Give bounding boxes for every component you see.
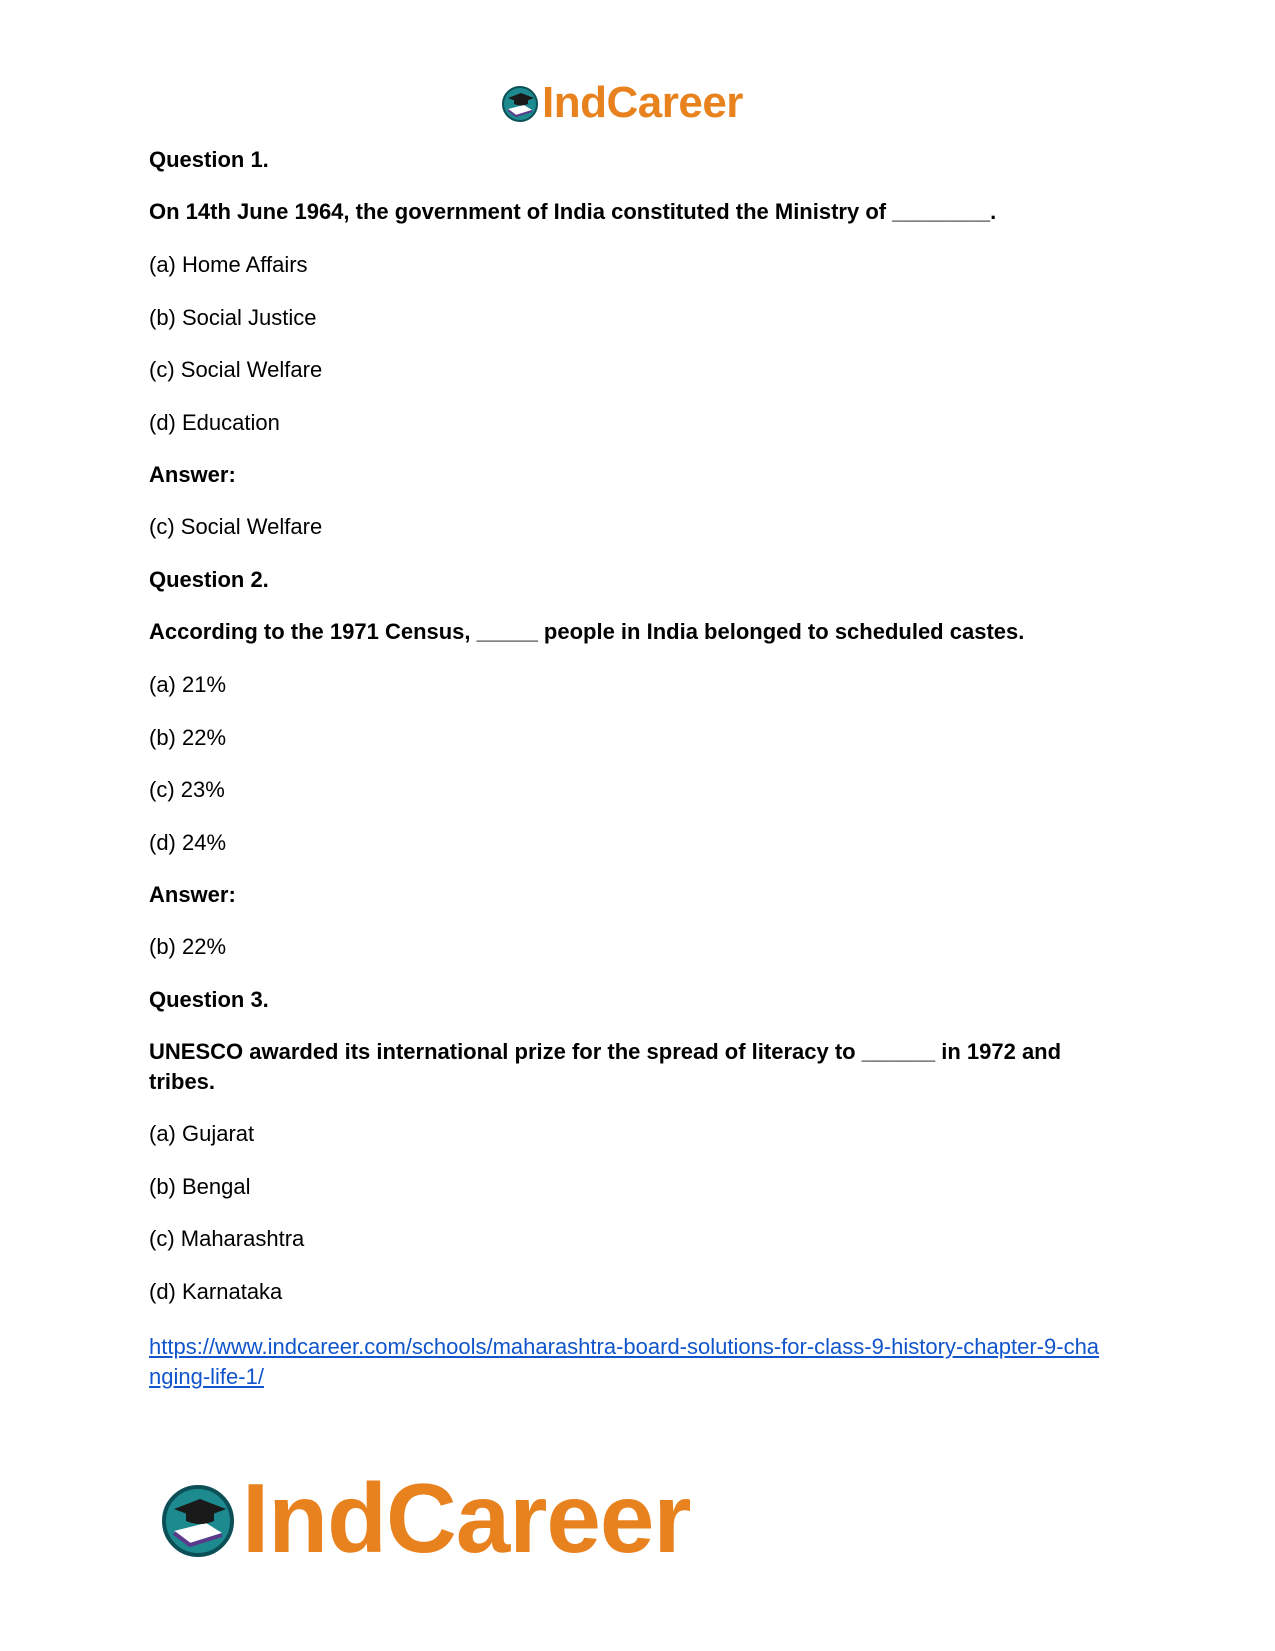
footer-logo	[158, 1462, 691, 1575]
logo-wordmark: IndCareer	[242, 1463, 691, 1573]
option-item: (c) 23%	[149, 777, 225, 802]
question-heading: Question 2.	[149, 567, 269, 592]
graduation-globe-icon	[500, 83, 540, 123]
option-item: (c) Social Welfare	[149, 357, 323, 382]
logo-wordmark: IndCareer	[542, 78, 743, 127]
question-heading: Question 1.	[149, 147, 269, 172]
option-item: (d) Education	[149, 410, 280, 435]
option-item: (a) 21%	[149, 672, 227, 697]
answer-text: (c) Social Welfare	[149, 514, 323, 539]
answer-text: (b) 22%	[149, 934, 227, 959]
question-text: On 14th June 1964, the government of India constituted the Ministry of ________.	[149, 199, 997, 224]
option-item: (b) Bengal	[149, 1174, 251, 1199]
source-link[interactable]: https://www.indcareer.com/schools/maharashtra-board-solutions-for-class-9-history-chapter-9-changing-life-1/	[149, 1334, 1100, 1389]
option-item: (b) 22%	[149, 725, 227, 750]
option-item: (a) Home Affairs	[149, 252, 308, 277]
question-heading: Question 3.	[149, 987, 269, 1012]
graduation-globe-icon	[158, 1479, 238, 1559]
header-logo	[500, 78, 743, 128]
option-item: (c) Maharashtra	[149, 1226, 305, 1251]
option-item: (d) 24%	[149, 830, 227, 855]
option-item: (d) Karnataka	[149, 1279, 283, 1304]
question-text: According to the 1971 Census, _____ people in India belonged to scheduled castes.	[149, 619, 1025, 644]
option-item: (b) Social Justice	[149, 305, 317, 330]
question-text: UNESCO awarded its international prize for the spread of literacy to ______ in 1972 and tribes.	[149, 1039, 1062, 1094]
option-item: (a) Gujarat	[149, 1121, 255, 1146]
answer-label: Answer:	[149, 882, 236, 907]
answer-label: Answer:	[149, 462, 236, 487]
